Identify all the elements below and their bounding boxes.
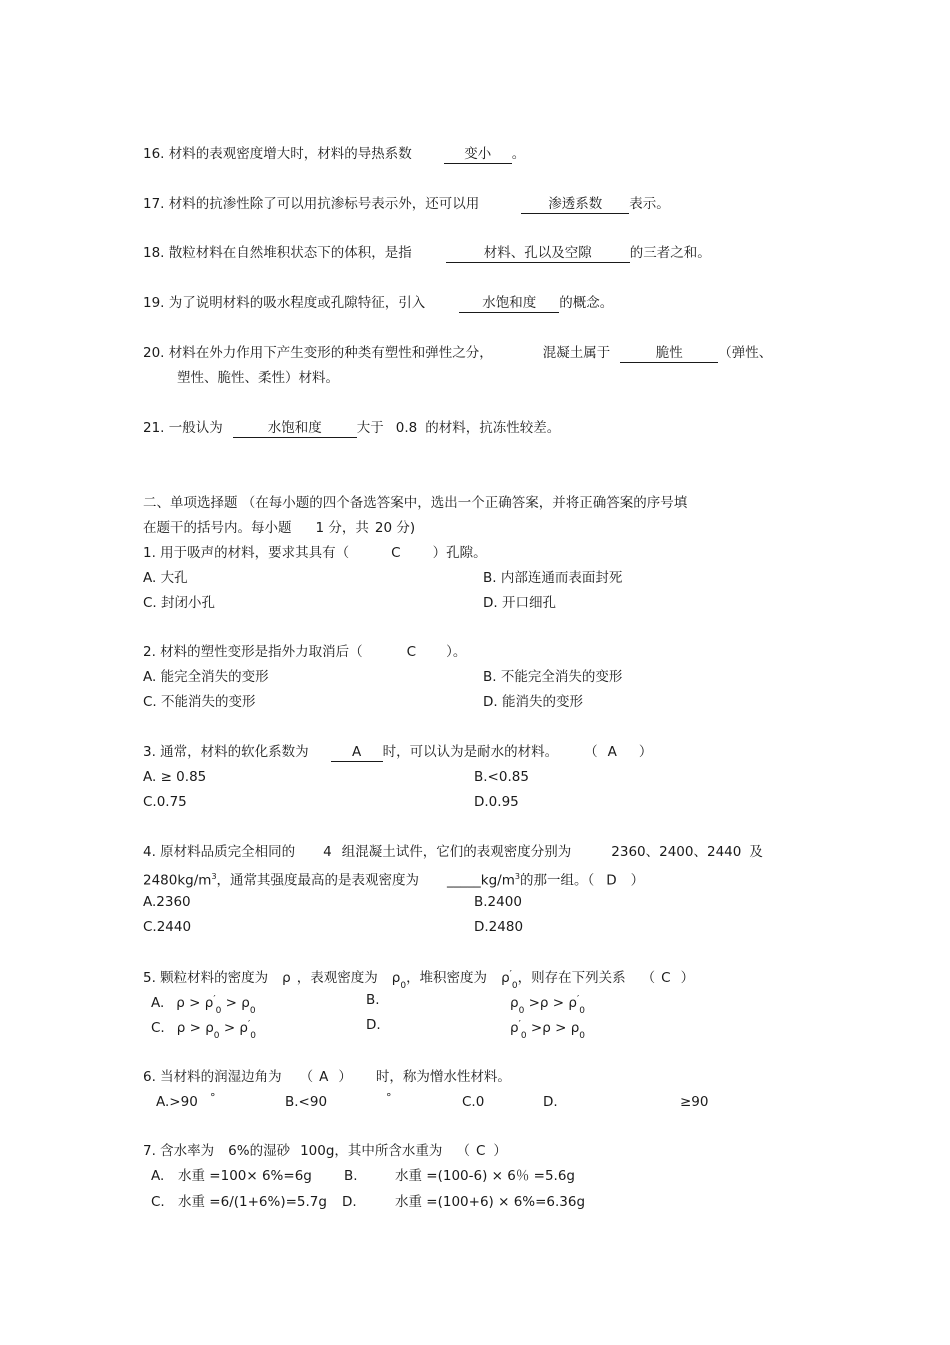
question-text: 19. 为了说明材料的吸水程度或孔隙特征，引入 [143,295,426,311]
option-b-label: B. [366,992,380,1008]
section-score: 1 分，共 [315,520,369,536]
option-c-label: C. [151,1194,165,1210]
question-text: 16. 材料的表观密度增大时，材料的导热系数 [143,146,412,162]
question-text: 6%的湿砂 [228,1143,291,1159]
bracket: ） [680,970,695,986]
question-text: ，通常其强度最高的是表观密度为 [216,872,420,889]
question-text: 及 [749,844,763,860]
question-text: 100g，其中所含水重为 [300,1143,443,1159]
option-c [151,1015,256,1044]
answer: C [475,1143,486,1159]
question-text: 时，称为憎水性材料。 [375,1069,511,1085]
bulk-density-symbol: $\rho'_0$ [239,1019,257,1041]
option-a-label: A. [151,1168,165,1184]
option-b: B.<90 [285,1094,328,1110]
option-b: 水重 =(100-6) × 6％ =5.6g [395,1168,575,1184]
density-symbol: ρ [176,1020,186,1036]
option-d-label: D. [366,1017,381,1033]
question-text: 18. 散粒材料在自然堆积状态下的体积，是指 [143,245,412,261]
option-d-label: D. [342,1194,357,1210]
superscript: 3 [211,872,217,881]
apparent-density-symbol: $\rho_0$ [570,1020,585,1041]
question-text: 6. 当材料的润湿边角为 [143,1069,282,1085]
apparent-density-symbol: $\rho_0$ [241,995,256,1016]
option-d [510,1015,585,1044]
bulk-density-symbol: $\rho'_0$ [568,994,585,1016]
option-b: B.<0.85 [474,769,529,785]
option-d: ≥90 [680,1094,709,1110]
greater-than: > [225,995,237,1011]
bracket: ） [638,744,653,760]
question-19 [143,293,613,313]
option-a: A. ≥ 0.85 [143,769,207,785]
greater-than: > [189,995,201,1011]
question-text: 17. 材料的抗渗性除了可以用抗渗标号表示外，还可以用 [143,196,480,212]
bracket: （ [641,970,656,986]
unit-text: 2480kg/m [143,872,212,889]
question-text: 的那一组。（ [519,872,595,889]
question-text: 4. 原材料品质完全相同的 [143,844,296,860]
choice-question-3 [143,742,652,762]
question-text: 2. 材料的塑性变形是指外力取消后（ [143,644,363,660]
question-text: 混凝土属于 [542,345,611,361]
density-symbol: ρ [539,995,549,1011]
option-a: A.>90 [156,1094,198,1110]
option-a: A.2360 [143,894,191,910]
option-d: 水重 =(100+6) × 6%=6.36g [395,1194,586,1210]
question-text: 1. 用于吸声的材料，要求其具有（ [143,545,350,561]
group-count: 4 [323,844,332,860]
question-text: 时，可以认为是耐水的材料。 [382,744,559,760]
option-d: D.2480 [474,919,524,935]
question-text: 的三者之和。 [629,245,711,261]
bulk-density-symbol: $\rho'_0$ [510,1019,527,1041]
question-text: （弹性、 [718,345,773,361]
choice-question-1 [143,543,487,563]
question-text: 7. 含水率为 [143,1143,215,1159]
option-b-label: B. [344,1168,358,1184]
option-a: A. 大孔 [143,570,188,586]
answer-blank: 脆性 [620,345,718,363]
degree-sign: ° [210,1091,216,1104]
option-label: C. [151,1020,165,1036]
choice-question-7 [143,1141,507,1161]
answer-blank: 水饱和度 [233,420,357,438]
option-d: D.0.95 [474,794,519,810]
answer: D [606,872,617,889]
question-21 [143,418,560,438]
section-text: 在题干的括号内。每小题 [143,520,292,536]
bracket: （ [456,1143,470,1159]
apparent-density-symbol: $\rho_0$ [391,970,407,991]
bracket: ） [338,1069,352,1085]
option-d: D. 开口细孔 [483,595,556,611]
option-d-label: D. [543,1094,558,1110]
bulk-density-symbol: $\rho'_0$ [501,969,518,991]
question-text: 3. 通常，材料的软化系数为 [143,744,309,760]
option-b: B. 内部连通而表面封死 [483,570,623,586]
choice-question-6 [143,1067,511,1087]
choice-question-2 [143,642,466,662]
density-symbol: ρ [176,995,185,1011]
answer: A [607,744,617,760]
greater-than: > [189,1020,201,1036]
question-text: 。 [511,146,526,162]
bracket: （ [299,1069,314,1085]
option-c: C.0.75 [143,794,187,810]
bracket: ） [493,1143,507,1159]
density-symbol: ρ [542,1020,551,1036]
apparent-density-symbol: $\rho_0$ [510,995,525,1016]
section-title-continued [143,518,415,538]
question-18 [143,243,711,263]
bulk-density-symbol: $\rho'_0$ [204,994,222,1016]
section-title: 二、单项选择题 （在每小题的四个备选答案中，选出一个正确答案，并将正确答案的序号填 [143,495,688,511]
option-c: C. 封闭小孔 [143,595,216,611]
answer-blank: 变小 [444,146,512,164]
choice-question-4-continued [143,867,644,891]
question-text: 20. 材料在外力作用下产生变形的种类有塑性和弹性之分， [143,345,493,361]
question-20 [143,343,772,363]
question-text: 组混凝土试件，它们的表观密度分别为 [341,844,572,860]
answer: C [391,545,401,561]
threshold-value: 0.8 [395,420,418,436]
choice-question-4 [143,842,763,862]
greater-than: > [530,1020,543,1036]
answer-blank: 材料、孔以及空隙 [446,245,630,263]
option-a: A. 能完全消失的变形 [143,669,269,685]
answer: C [661,970,671,986]
question-text: ）。 [446,644,467,660]
question-text: 的材料，抗冻性较差。 [425,420,561,436]
bracket: ） [630,872,645,889]
question-17 [143,194,670,214]
answer: A [319,1069,329,1085]
question-text: ，表观密度为 [296,970,378,986]
greater-than: > [223,1020,236,1036]
option-c: C.2440 [143,919,192,935]
answer-blank: A [331,744,383,762]
bracket: （ [584,744,598,760]
section-total: 20 分) [374,520,416,536]
question-text: ，则存在下列关系 [517,970,626,986]
question-text: ，堆积密度为 [406,970,488,986]
density-symbol: ρ [282,970,291,986]
question-20-continued: 塑性、脆性、柔性）材料。 [177,370,339,386]
option-b: B. 不能完全消失的变形 [483,669,623,685]
apparent-density-symbol: $\rho_0$ [205,1020,220,1041]
option-a: 水重 =100× 6%=6g [178,1168,312,1184]
question-text: 的概念。 [559,295,614,311]
answer: C [406,644,417,660]
degree-sign: ° [386,1091,392,1104]
density-values: 2360、2400、2440 [611,844,742,860]
option-d: D. 能消失的变形 [483,694,583,710]
question-text: 大于 [356,420,384,436]
question-16 [143,144,525,164]
answer-blank: 渗透系数 [521,196,629,214]
option-c: C.0 [462,1094,485,1110]
question-text: 5. 颗粒材料的密度为 [143,970,269,986]
answer-blank: 水饱和度 [459,295,559,313]
answer-blank: _____kg/m [447,872,515,889]
superscript: 3 [514,872,520,881]
greater-than: > [528,995,540,1011]
question-text: ）孔隙。 [432,545,487,561]
question-text: 表示。 [629,196,670,212]
question-text: 21. 一般认为 [143,420,223,436]
option-c: C. 不能消失的变形 [143,694,256,710]
option-b: B.2400 [474,894,522,910]
option-c: 水重 =6/(1+6%)=5.7g [178,1194,327,1210]
greater-than: > [552,995,565,1011]
option-label: A. [151,995,165,1011]
greater-than: > [555,1020,567,1036]
